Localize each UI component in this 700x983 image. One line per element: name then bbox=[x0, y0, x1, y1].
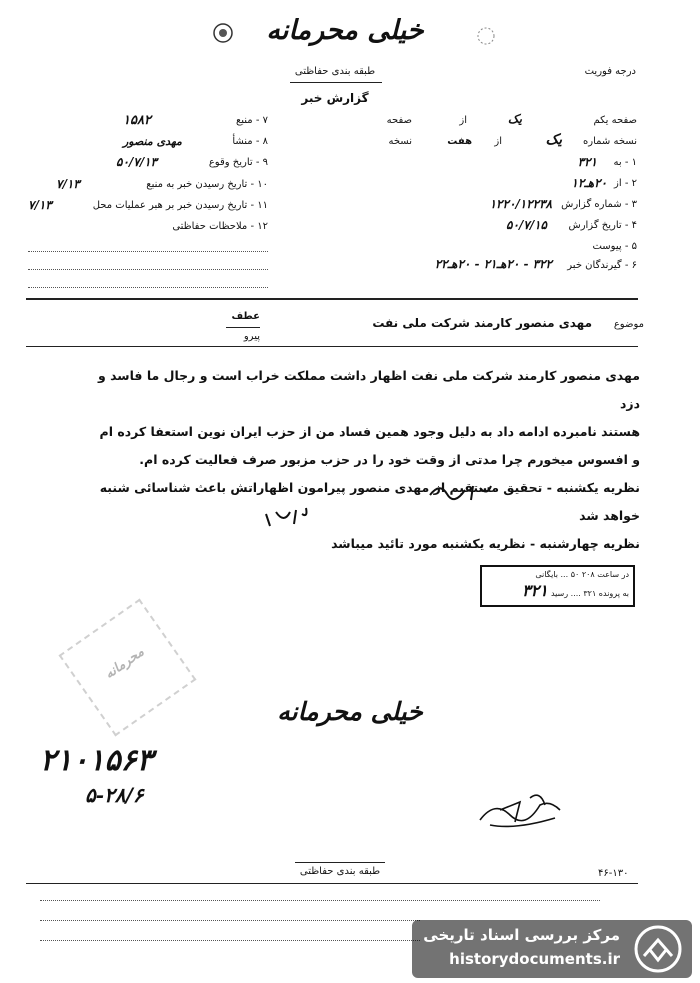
field-value: ۵۰/۷/۱۳ bbox=[116, 155, 157, 169]
field-label: ۱ - به bbox=[613, 157, 637, 168]
right-fields bbox=[345, 112, 637, 275]
divider-top bbox=[26, 298, 638, 300]
form-code: ۴۶-۱۳۰ bbox=[598, 868, 629, 879]
dotted-line bbox=[28, 241, 268, 252]
field-arrival-source bbox=[28, 179, 268, 197]
field-value: ۳۲۲ - ۲۰هـ۲۱ - ۲۰هـ۲۲ bbox=[434, 257, 552, 271]
field-label: ۱۲ - ملاحظات حفاظتی bbox=[172, 221, 268, 232]
dotted-line bbox=[40, 890, 600, 901]
subject-text: مهدی منصور کارمند شرکت ملی نفت bbox=[372, 316, 592, 330]
field-middle: از bbox=[459, 115, 467, 126]
archive-stamp bbox=[480, 565, 635, 607]
classification-label: طبقه بندی حفاظتی bbox=[294, 66, 376, 77]
field-label: ۳ - شماره گزارش bbox=[561, 199, 637, 210]
atf-divider bbox=[226, 327, 260, 328]
field-security-notes bbox=[28, 221, 268, 239]
stamp-handwritten: ۳۲۱ bbox=[522, 581, 548, 600]
field-label: ۷ - منبع bbox=[235, 115, 268, 126]
field-label: ۱۱ - تاریخ رسیدن خبر بر هبر عملیات محل bbox=[92, 200, 268, 211]
field-label: ۵ - پیوست bbox=[592, 241, 637, 252]
field-value: ۷/۱۳ bbox=[56, 177, 80, 191]
body-line: هستند نامبرده ادامه داد به دلیل وجود همین فساد من از حزب ایران نوین استعفا کرده ام bbox=[99, 424, 640, 439]
body-line: نظریه چهارشنبه - نظریه یکشنبه مورد تائید میباشد bbox=[331, 536, 640, 551]
faded-stamp bbox=[59, 599, 197, 737]
field-from bbox=[345, 178, 637, 196]
field-value: ۱۲۲۰/۱۲۲۳۸ bbox=[489, 197, 552, 211]
watermark-url: historydocuments.ir bbox=[449, 950, 620, 968]
handwritten-number: ۵-۲۸/۶ bbox=[85, 783, 144, 807]
handwritten-initials bbox=[425, 480, 495, 508]
dotted-line bbox=[28, 259, 268, 270]
archive-logo-icon bbox=[630, 924, 686, 974]
field-value: هفت bbox=[447, 136, 472, 147]
left-fields bbox=[28, 115, 268, 290]
field-value: مهدی منصور bbox=[123, 135, 182, 148]
field-label: ۱۰ - تاریخ رسیدن خبر به منبع bbox=[146, 179, 268, 190]
punch-hole-left-icon bbox=[212, 22, 234, 44]
field-value: ۱۵۸۲ bbox=[123, 113, 151, 128]
field-label: صفحه یکم bbox=[593, 115, 637, 126]
field-label: ۸ - منشأ bbox=[232, 136, 268, 147]
report-body bbox=[80, 362, 640, 558]
atf-label: عطف bbox=[231, 311, 260, 322]
field-label: ۶ - گیرندگان خبر bbox=[567, 260, 637, 271]
field-label: ۴ - تاریخ گزارش bbox=[568, 220, 637, 231]
field-to bbox=[345, 157, 637, 175]
divider-subject bbox=[26, 346, 638, 347]
field-label: ۹ - تاریخ وقوع bbox=[208, 157, 268, 168]
field-value: ۳۲۱ bbox=[577, 155, 597, 169]
field-arrival-ops bbox=[28, 200, 268, 218]
field-source bbox=[28, 115, 268, 133]
field-report-number bbox=[345, 199, 637, 217]
field-suffix: صفحه bbox=[386, 115, 412, 126]
atf-sub: پیرو bbox=[243, 331, 260, 342]
body-line: نظریه یکشنبه - تحقیق مستقیم از مهدی منصور پیرامون اظهاراتش باعث شناسائی شنبه bbox=[99, 480, 640, 495]
field-value: یک bbox=[545, 132, 562, 148]
priority-label: درجه فوریت bbox=[584, 66, 636, 77]
classification-underline bbox=[290, 82, 382, 83]
field-value: ۲۰هـ۱۲ bbox=[571, 176, 607, 190]
handwritten-number: ۲۱۰۱۵۶۳ bbox=[40, 743, 153, 778]
handwritten-initials bbox=[262, 504, 312, 532]
field-middle: از bbox=[494, 136, 502, 147]
field-event-date bbox=[28, 157, 268, 175]
field-copy bbox=[345, 132, 637, 154]
faded-stamp-text: محرمانه bbox=[102, 644, 147, 683]
report-type: گزارش خبر bbox=[301, 91, 369, 105]
field-value: یک bbox=[507, 112, 522, 126]
signature bbox=[470, 780, 570, 844]
field-value: ۵۰/۷/۱۵ bbox=[506, 218, 547, 232]
field-suffix: نسخه bbox=[388, 136, 412, 147]
body-line: و افسوس میخورم چرا مدتی از وقت خود را در حزب مزبور صرف فعالیت کرده ام. bbox=[139, 452, 640, 467]
body-line: مهدی منصور کارمند شرکت ملی نفت اظهار داشت مملکت خراب است و رجال ما فاسد و دزد bbox=[97, 368, 640, 411]
page-title: خیلی محرمانه bbox=[266, 15, 424, 46]
field-value: ۷/۱۳ bbox=[28, 198, 52, 212]
field-recipients bbox=[345, 257, 637, 278]
punch-hole-right-icon bbox=[476, 26, 496, 46]
field-label: نسخه شماره bbox=[583, 136, 637, 147]
dotted-line bbox=[40, 910, 420, 921]
footer-title: خیلی محرمانه bbox=[277, 697, 423, 726]
field-report-date bbox=[345, 220, 637, 238]
field-origin bbox=[28, 136, 268, 154]
dotted-line bbox=[28, 277, 268, 288]
watermark bbox=[412, 920, 692, 978]
field-label: ۲ - از bbox=[614, 178, 637, 189]
divider-bottom bbox=[26, 883, 638, 884]
stamp-line: به پرونده ۳۲۱ .... رسید bbox=[550, 589, 629, 598]
stamp-line: در ساعت ۲۰۸ ۵۰ ... بایگانی bbox=[535, 570, 629, 579]
footer-classification-overline bbox=[295, 862, 385, 863]
dotted-line bbox=[40, 930, 420, 941]
watermark-name: مرکز بررسی اسناد تاریخی bbox=[423, 926, 620, 944]
subject-label: موضوع bbox=[613, 319, 644, 330]
footer-classification-label: طبقه بندی حفاظتی bbox=[299, 866, 381, 877]
body-line: خواهد شد bbox=[579, 508, 640, 523]
field-page bbox=[345, 112, 637, 133]
